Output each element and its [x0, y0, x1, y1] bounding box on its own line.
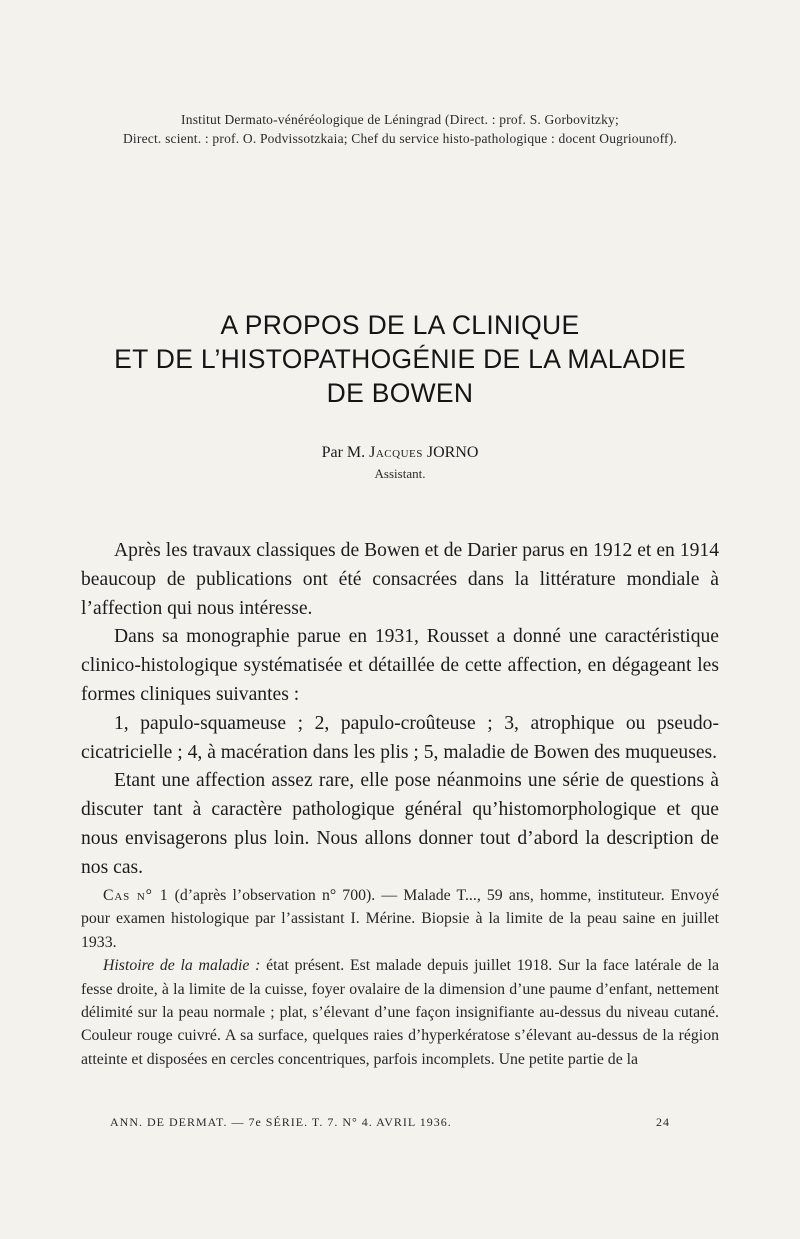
author-surname: JORNO	[422, 444, 479, 461]
paragraph-1: Après les travaux classiques de Bowen et de Darier parus en 1912 et en 1914 beaucoup de publications ont été consacrées dans la littérature mondiale à l’affection qui nous intéresse.	[81, 540, 719, 619]
institute-line-2: Direct. scient. : prof. O. Podvissotzkaia; Chef du service histo-pathologique : docent Ougriounoff).	[122, 131, 677, 146]
author-line	[200, 443, 600, 463]
page-number: 24	[656, 1115, 670, 1129]
institute-line-1: Institut Dermato-vénéréologique de Léningrad (Direct. : prof. S. Gorbovitzky;	[181, 112, 619, 127]
author-role: Assistant.	[374, 466, 426, 481]
case-paragraph-1	[81, 884, 719, 954]
paragraph-2: Dans sa monographie parue en 1931, Rousset a donné une caractéristique clinico-histologique systématisée et détaillée de cette affection, en dégageant les formes cliniques suivantes :	[81, 626, 719, 705]
paragraph-3: 1, papulo-squameuse ; 2, papulo-croûteuse ; 3, atrophique ou pseudo-cicatricielle ; 4, à macération dans les plis ; 5, maladie de Bowen des muqueuses.	[81, 712, 719, 763]
case-label: Cas n° 1	[103, 887, 169, 904]
title-line-1: A PROPOS DE LA CLINIQUE	[220, 310, 580, 340]
body-text	[81, 537, 719, 883]
author-first-name: Jacques	[369, 444, 423, 461]
journal-reference: ANN. DE DERMAT. — 7e SÉRIE. T. 7. N° 4. AVRIL 1936.	[110, 1115, 452, 1129]
title-line-2: ET DE L’HISTOPATHOGÉNIE DE LA MALADIE	[114, 344, 686, 374]
case-history-text: état présent. Est malade depuis juillet 1918. Sur la face latérale de la fesse droite, à la limite de la cuisse, foyer ovalaire de la dimension d’une paume d’enfant, nettement délimité sur la peau normale ; plat, s’élevant d’une façon insignifiante au-dessus du niveau cutané. Couleur rouge cuivré. A sa surface, quelques raies d’hyperkératose s’élevant au-dessus de la région atteinte et disposées en cercles concentriques, parfois incomplets. Une petite partie de la	[81, 957, 719, 1068]
case-description	[81, 884, 719, 1071]
case-intro: (d’après l’observation n° 700). — Malade T..., 59 ans, homme, instituteur. Envoyé pour examen histologique par l’assistant I. Mérine. Biopsie à la limite de la peau saine en juillet 1933.	[81, 887, 719, 951]
article-title	[60, 308, 740, 410]
institute-header	[80, 110, 720, 148]
author-prefix: Par M.	[321, 444, 370, 461]
page-footer	[110, 1114, 670, 1130]
case-history-heading: Histoire de la maladie :	[103, 957, 261, 975]
paragraph-4: Etant une affection assez rare, elle pose néanmoins une série de questions à discuter tant à caractère pathologique général qu’histomorphologique et que nous envisagerons plus loin. Nous allons donner tout d’abord la description de nos cas.	[81, 770, 719, 878]
title-line-3: DE BOWEN	[326, 378, 474, 408]
case-paragraph-2	[81, 954, 719, 1071]
